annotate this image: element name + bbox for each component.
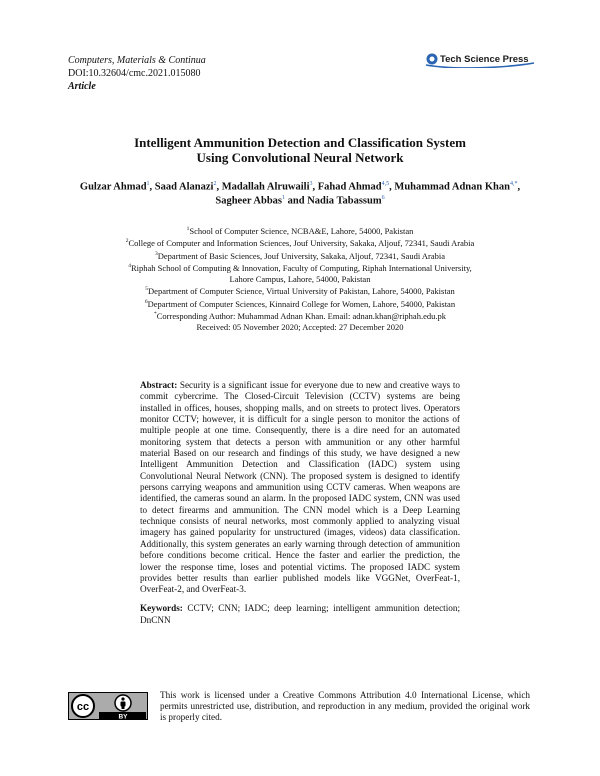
author-affiliation-mark[interactable]: 2 [213, 181, 217, 187]
author-name: Muhammad Adnan Khan [394, 181, 510, 193]
keywords-label: Keywords: [140, 603, 183, 613]
svg-text:cc: cc [76, 701, 90, 713]
author-name: Saad Alanazi [154, 181, 214, 193]
title-line-2: Using Convolutional Neural Network [196, 150, 404, 165]
title-line-1: Intelligent Ammunition Detection and Classification System [134, 135, 466, 150]
affiliation-line: $^3$Department of Basic Sciences, Jouf University, Sakaka, Aljouf, 72341, Saudi Arabia [155, 250, 445, 261]
author-line-1: Gulzar Ahmad$^1$, Saad Alanazi$^2$, Madallah Alruwaili$^3$, Fahad Ahmad$^{4,5}$, Muhammad Adnan Khan$^{4,*}$, [79, 181, 521, 193]
affiliation-line: $^6$Department of Computer Sciences, Kinnaird College for Women, Lahore, 54000, Pakistan [144, 298, 456, 309]
affiliation-line: $^5$Department of Computer Science, Virtual University of Pakistan, Lahore, 54000, Pakistan [145, 286, 455, 297]
abstract [140, 380, 460, 596]
article-type: Article [68, 81, 96, 92]
keywords [140, 603, 460, 626]
publisher-logo [424, 52, 536, 68]
cc-icon [72, 695, 94, 717]
cc-by-label: BY [118, 713, 128, 719]
received-accepted-dates: Received: 05 November 2020; Accepted: 27 December 2020 [196, 321, 404, 332]
author-name: Gulzar Ahmad [79, 181, 147, 193]
affiliation-line: $^1$School of Computer Science, NCBA&E, Lahore, 54000, Pakistan [186, 225, 414, 236]
author-affiliation-mark[interactable]: 4,5 [381, 181, 390, 187]
doi[interactable]: DOI:10.32604/cmc.2021.015080 [68, 68, 201, 79]
corresponding-author: *Corresponding Author: Muhammad Adnan Khan. Email: adnan.khan@riphah.edu.pk [154, 310, 446, 321]
publisher-name: Tech Science Press [440, 54, 529, 65]
author-name: Madallah Alruwaili [221, 181, 310, 193]
author-affiliation-mark[interactable]: 1 [282, 195, 285, 201]
author-name: Nadia Tabassum [307, 195, 382, 207]
author-affiliation-mark[interactable]: 4,* [509, 181, 518, 187]
journal-name: Computers, Materials & Continua [68, 55, 206, 66]
author-name: Fahad Ahmad [317, 181, 382, 193]
author-affiliation-mark[interactable]: 6 [381, 195, 385, 201]
affiliation-line: $^2$College of Computer and Information Sciences, Jouf University, Sakaka, Aljouf, 72341, Saudi Arabia [125, 238, 475, 249]
author-affiliation-mark[interactable]: 3 [309, 181, 313, 187]
cc-by-license-badge[interactable] [68, 692, 148, 720]
affiliation-line: Lahore Campus, Lahore, 54000, Pakistan [229, 273, 371, 284]
license-text: This work is licensed under a Creative Commons Attribution 4.0 International License, which permits unrestricted use, distribution, and reproduction in any medium, provided the original work is properly cited. [160, 690, 530, 722]
abstract-label: Abstract: [140, 380, 178, 390]
attribution-person-icon [115, 695, 131, 711]
affiliation-line: $^4$Riphah School of Computing & Innovation, Faculty of Computing, Riphah International University, [128, 263, 472, 274]
abstract-text: Security is a significant issue for everyone due to new and creative ways to commit cybercrime. The Closed-Circuit Television (CCTV) systems are being installed in offices, houses, shopping malls, and on streets to protect lives. Operators monitor CCTV; however, it is difficult for a single person to monitor the actions of multiple people at one time. Consequently, there is a dire need for an automated monitoring system that detects a person with ammunition or any other harmful material Based on our research and findings of this study, we have designed a new Intelligent Ammunition Detection and Classification (IADC) system using Convolutional Neural Network (CNN). The proposed system is designed to identify persons carrying weapons and ammunition using CCTV cameras. When weapons are identified, the cameras sound an alarm. In the proposed IADC system, CNN was used to detect firearms and ammunition. The CNN model which is a Deep Learning technique consists of neural networks, most commonly applied to analyzing visual imagery has gained popularity for unstructured (images, videos) data classification. Additionally, this system generates an early warning through detection of ammunition before conditions become critical. Hence the faster and earlier the prediction, the lower the response time, loses and potential victims. The proposed IADC system provides better results than earlier published models like VGGNet, OverFeat-1, OverFeat-2, and OverFeat-3. [140, 380, 460, 595]
author-name: Sagheer Abbas [215, 195, 282, 207]
author-affiliation-mark[interactable]: 1 [146, 181, 150, 187]
affiliations [90, 224, 510, 332]
keywords-text: CCTV; CNN; IADC; deep learning; intelligent ammunition detection; DnCNN [140, 603, 461, 625]
author-line-2: Sagheer Abbas$^1$ and Nadia Tabassum$^6$ [215, 195, 385, 207]
